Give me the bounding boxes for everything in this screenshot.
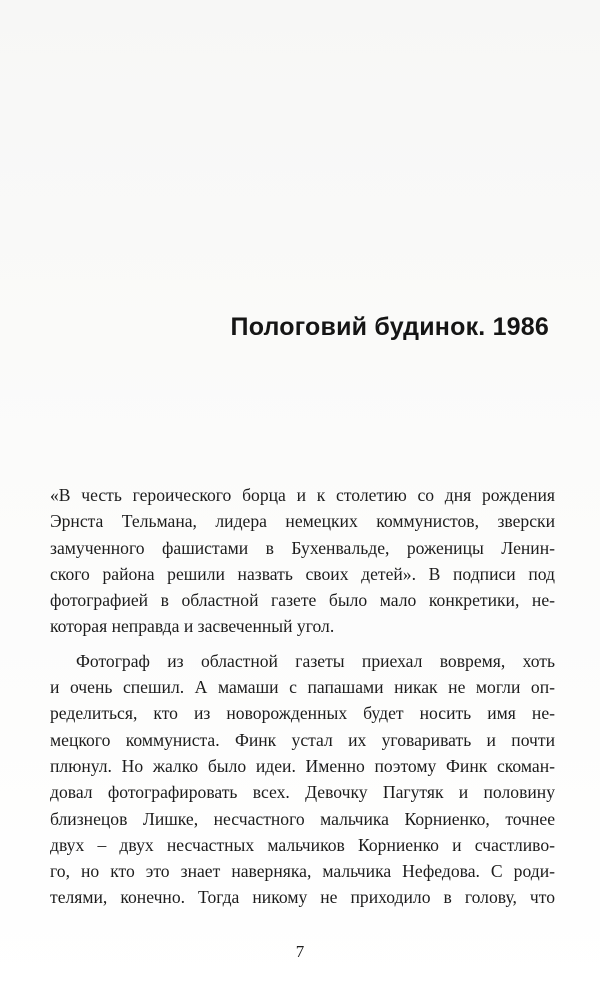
text-line: фотографией в областной газете было мало конкретики, не-	[50, 590, 555, 611]
body-text	[50, 482, 555, 911]
text-line: Фотограф из областной газеты приехал вовремя, хоть	[76, 650, 555, 671]
text-line: мецкого коммуниста. Финк устал их уговаривать и почти	[50, 729, 555, 750]
text-line: которая неправда и засвеченный угол.	[50, 616, 335, 637]
text-line: ского района решили назвать своих детей». В подписи под	[50, 563, 555, 584]
text-line: «В честь героического борца и к столетию со дня рождения	[50, 485, 555, 505]
paragraph-gap	[50, 640, 555, 648]
chapter-title: Пологовий будинок. 1986	[230, 313, 549, 341]
text-line: замученного фашистами в Бухенвальде, роженицы Ленин-	[50, 537, 555, 558]
text-line: Эрнста Тельмана, лидера немецких коммунистов, зверски	[50, 511, 555, 532]
paragraph-1	[50, 482, 555, 640]
paragraph-2	[50, 648, 555, 911]
text-line: го, но кто это знает наверняка, мальчика Нефедова. С роди-	[50, 861, 555, 882]
text-line: двух – двух несчастных мальчиков Корниенко и счастливо-	[50, 834, 555, 855]
text-line: довал фотографировать всех. Девочку Пагутяк и половину	[50, 782, 555, 803]
text-line: и очень спешил. А мамаши с папашами никак не могли оп-	[50, 677, 555, 698]
text-line: плюнул. Но жалко было идеи. Именно поэтому Финк скоман-	[50, 755, 555, 776]
text-line: телями, конечно. Тогда никому не приходило в голову, что	[50, 887, 555, 908]
page-number: 7	[295, 942, 305, 961]
text-line: близнецов Лишке, несчастного мальчика Корниенко, точнее	[50, 808, 555, 829]
text-line: ределиться, кто из новорожденных будет носить имя не-	[50, 703, 555, 724]
